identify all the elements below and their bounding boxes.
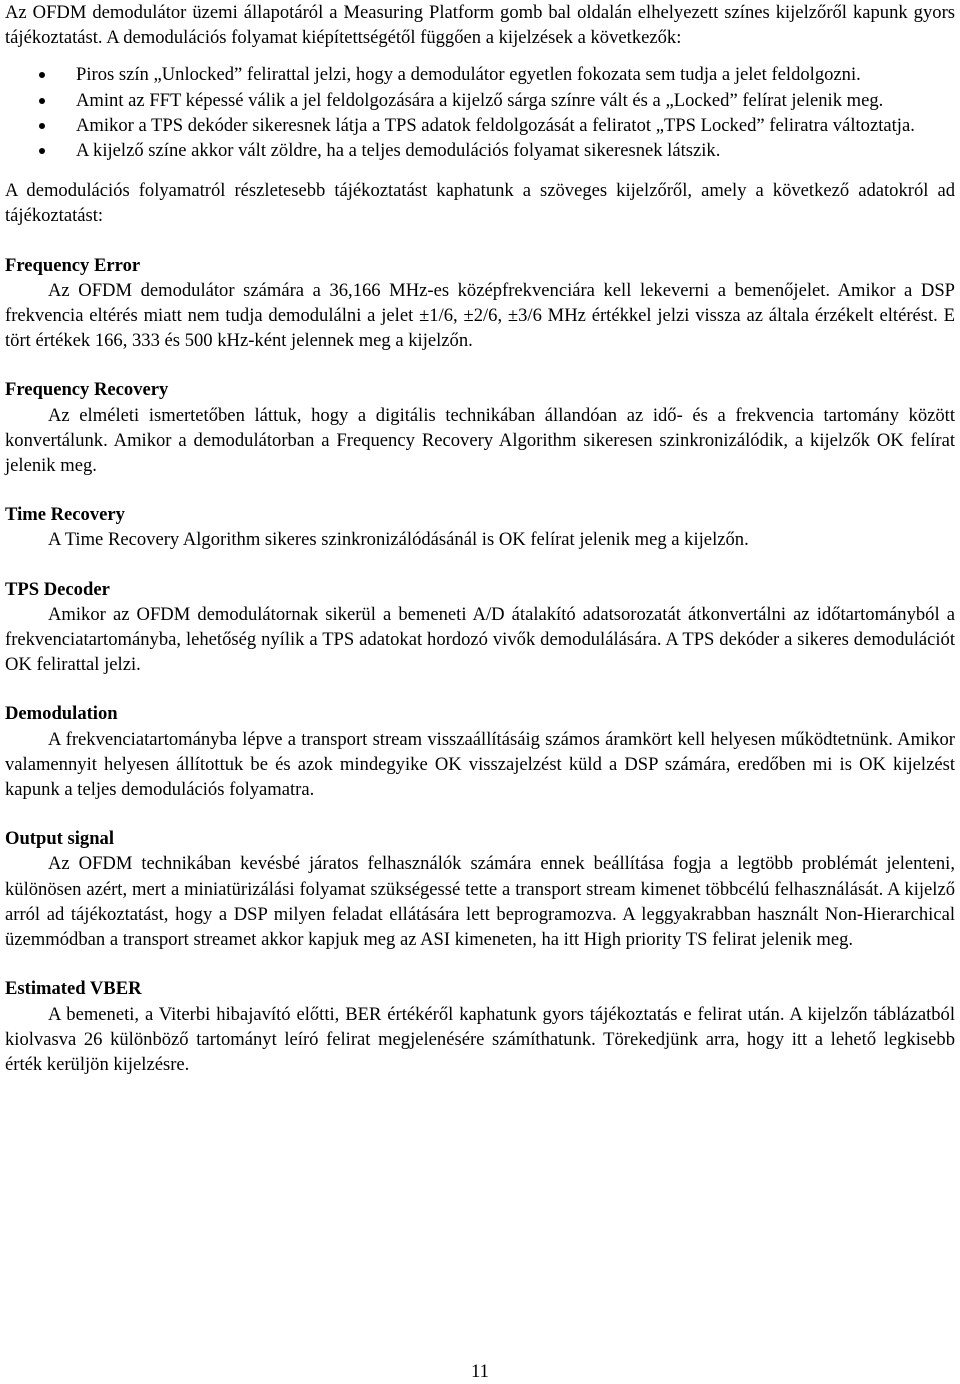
section-demodulation — [5, 701, 955, 802]
bullet-item-unlocked — [5, 62, 955, 87]
bullet-dot-icon — [39, 98, 45, 104]
document-page — [5, 0, 955, 1077]
section-text: A frekvenciatartományba lépve a transport stream visszaállításáig számos áramkört kell helyesen működtetnünk. Amikor valamennyit helyesen állítottuk be és azok mindegyike OK visszajelzést küld a DSP számára, eredőben mi is OK kijelzést kapunk a teljes demodulációs folyamatra. — [5, 728, 955, 801]
section-output-signal — [5, 826, 955, 952]
section-text: Az elméleti ismertetőben láttuk, hogy a digitális technikában állandóan az idő- és a frekvencia tartomány között konvertálunk. Amikor a demodulátorban a Frequency Recovery Algorithm sikeresen szinkronizálódik, a kijelzők OK felírat jelenik meg. — [5, 404, 955, 477]
section-estimated-vber — [5, 976, 955, 1077]
section-heading: Estimated VBER — [5, 978, 142, 1000]
section-heading: TPS Decoder — [5, 578, 110, 600]
bullet-text: Piros szín „Unlocked” felirattal jelzi, hogy a demodulátor egyetlen fokozata sem tudja a jelet feldolgozni. — [76, 64, 861, 86]
section-frequency-error — [5, 253, 955, 354]
bullet-item-green — [5, 138, 955, 163]
summary-paragraph: A demodulációs folyamatról részletesebb tájékoztatást kaphatunk a szöveges kijelzőről, amely a következő adatokról ad tájékoztatást: — [5, 180, 955, 227]
bullet-text: A kijelző színe akkor vált zöldre, ha a teljes demodulációs folyamat sikeresnek látszik. — [76, 140, 721, 162]
bullet-dot-icon — [39, 72, 45, 78]
section-text: Az OFDM demodulátor számára a 36,166 MHz-es középfrekvenciára kell lekeverni a bemenőjelet. Amikor a DSP frekvencia eltérés miatt nem tudja demodulálni a jelet ±1/6, ±2/6, ±3/6 MHz értékkel jelzi vissza az általa érzékelt eltérést. E tört értékek 166, 333 és 500 kHz-ként jelennek meg a kijelzőn. — [5, 279, 955, 352]
bullet-dot-icon — [39, 123, 45, 129]
section-heading: Frequency Recovery — [5, 379, 169, 401]
bullet-text: Amint az FFT képessé válik a jel feldolgozására a kijelző sárga színre vált és a „Locked” felírat jelenik meg. — [76, 89, 884, 111]
section-text: A Time Recovery Algorithm sikeres szinkronizálódásánál is OK felírat jelenik meg a kijelzőn. — [48, 529, 749, 551]
section-heading: Output signal — [5, 828, 115, 850]
page-number: 11 — [471, 1361, 489, 1382]
section-heading: Demodulation — [5, 703, 118, 725]
section-time-recovery — [5, 502, 955, 552]
bullet-item-tps-locked — [5, 113, 955, 138]
status-bullet-list — [5, 62, 955, 163]
section-text: Amikor az OFDM demodulátornak sikerül a bemeneti A/D átalakító adatsorozatát átkonvertálni az időtartományból a frekvenciatartományba, lehetőség nyílik a TPS adatokat hordozó vivők demodulálására. A TPS dekóder a sikeres demodulációt OK felirattal jelzi. — [5, 603, 955, 676]
section-text: A bemeneti, a Viterbi hibajavító előtti, BER értékéről kaphatunk gyors tájékoztatás e felirat után. A kijelzőn táblázatból kiolvasva 26 különböző tartományt leíró felirat megjelenésére számíthatunk. Törekedjünk arra, hogy itt a lehető legkisebb érték kerüljön kijelzésre. — [5, 1003, 955, 1075]
section-frequency-recovery — [5, 377, 955, 478]
bullet-text: Amikor a TPS dekóder sikeresnek látja a TPS adatok feldolgozását a feliratot „TPS Locked” feliratra változtatja. — [76, 114, 915, 136]
bullet-dot-icon — [39, 148, 45, 154]
section-text: Az OFDM technikában kevésbé járatos felhasználók számára ennek beállítása fogja a legtöbb problémát jelenteni, különösen azért, mert a miniatürizálási folyamat szükségessé tette a transport stream kimenet többcélú felhasználását. A kijelző arról ad tájékoztatást, hogy a DSP milyen feladat ellátására lett beprogramozva. A leggyakrabban használt Non-Hierarchical üzemmódban a transport streamet akkor kapjuk meg az ASI kimeneten, ha itt High priority TS felirat jelenik meg. — [5, 853, 955, 951]
intro-paragraph: Az OFDM demodulátor üzemi állapotáról a Measuring Platform gomb bal oldalán elhelyezett színes kijelzőről kapunk gyors tájékoztatást. A demodulációs folyamat kiépítettségétől függően a kijelzések a következők: — [5, 2, 955, 49]
section-tps-decoder — [5, 577, 955, 678]
bullet-item-locked — [5, 88, 955, 113]
section-heading: Frequency Error — [5, 254, 141, 276]
section-heading: Time Recovery — [5, 504, 125, 526]
